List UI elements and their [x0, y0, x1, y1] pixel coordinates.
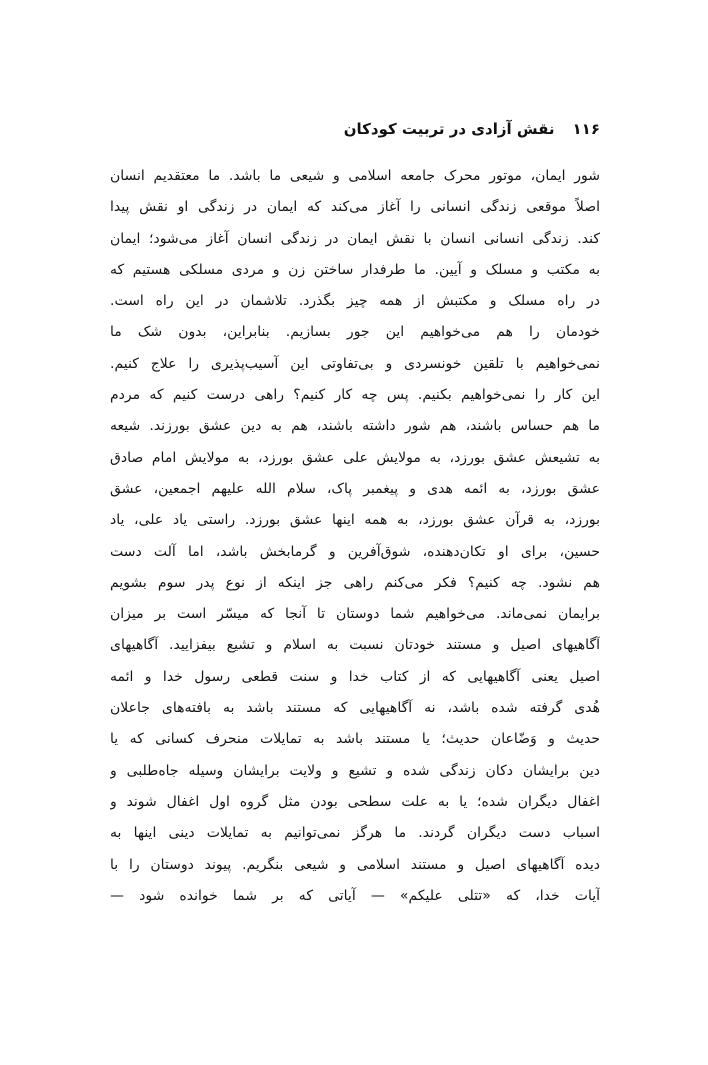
page-number: ۱۱۶ [572, 120, 600, 138]
text-line: در راه مسلک و مکتبش از همه چیز بگذرد. تلاشمان در این راه است. [110, 293, 600, 310]
text-line: نمی‌خواهیم با تلقین خونسردی و بی‌تفاوتی این آسیب‌پذیری را علاج کنیم. [110, 355, 600, 372]
text-line: حسین، برای او تکان‌دهنده، شوق‌آفرین و گرمابخش باشد، اما آلت دست [110, 543, 600, 560]
text-line: عشق بورزد، به ائمه هدی و پیغمبر پاک، سلام الله علیهم اجمعین، عشق [110, 480, 600, 497]
text-line: دیده آگاهیهای اصیل و مستند اسلامی و شیعی بنگریم. پیوند دوستان را با [110, 856, 600, 873]
text-line: شور ایمان، موتور محرک جامعه اسلامی و شیعی ما باشد. ما معتقدیم انسان [110, 168, 600, 184]
text-line: بورزد، به قرآن عشق بورزد، به همه اینها عشق بورزد. راستی یاد علی، یاد [110, 512, 600, 529]
chapter-title: نقش آزادی در تربیت کودکان [343, 120, 555, 138]
running-head [108, 120, 600, 144]
text-line: دین برایشان دکان زندگی شده و تشیع و ولایت برایشان وسیله جاه‌طلبی و [110, 762, 600, 779]
text-line: خودمان را هم می‌خواهیم این جور بسازیم. بنابراین، بدون شک ما [110, 324, 600, 341]
text-line: کند. زندگی انسانی انسان با نقش ایمان در زندگی انسان آغاز می‌شود؛ ایمان [110, 230, 600, 247]
text-line: اغفال دیگران شده؛ یا به علت سطحی بودن مثل گروه اول اغفال شوند و [110, 793, 600, 810]
text-line: هم نشود. چه کنیم؟ فکر می‌کنم راهی جز اینکه از نوع پدر سوم بشویم [110, 574, 600, 591]
text-line: برایمان نمی‌ماند. می‌خواهیم شما دوستان تا آنجا که میسّر است بر میزان [110, 606, 600, 623]
text-line: اصیل یعنی آگاهیهایی که از کتاب خدا و سنت قطعی رسول خدا و ائمه [110, 668, 600, 685]
text-line: اصلاً موقعی زندگی انسانی را آغاز می‌کند که ایمان در زندگی او نقش پیدا [110, 199, 600, 216]
body-text [110, 161, 600, 912]
text-line: آیات خدا، که «تتلی علیکم» — آیاتی که بر شما خوانده شود — [110, 887, 600, 904]
text-line: به مکتب و مسلک و آیین. ما طرفدار ساختن زن و مردی مسلکی هستیم که [110, 261, 600, 278]
text-line: این کار را نمی‌خواهیم بکنیم. پس چه کار کنیم؟ راهی درست کنیم که مردم [110, 387, 600, 404]
text-line: ما هم حساس باشند، هم شور داشته باشند، هم به دین عشق بورزند. شیعه [110, 418, 600, 435]
text-line: اسباب دست دیگران گردند. ما هرگز نمی‌توانیم به تمایلات دینی اینها به [110, 825, 600, 842]
text-line: حدیث و وَضّاعان حدیث؛ یا مستند باشد به تمایلات منحرف کسانی که یا [110, 731, 600, 748]
text-line: آگاهیهای اصیل و مستند خودتان نسبت به اسلام و تشیع بیفزایید. آگاهیهای [110, 637, 600, 654]
text-line: به تشیعش عشق بورزد، به مولایش علی عشق بورزد، به مولایش امام صادق [110, 449, 600, 466]
text-line: هُدی گرفته شده باشد، نه آگاهیهایی که مستند باشد به بافته‌های جاعلان [110, 700, 600, 717]
